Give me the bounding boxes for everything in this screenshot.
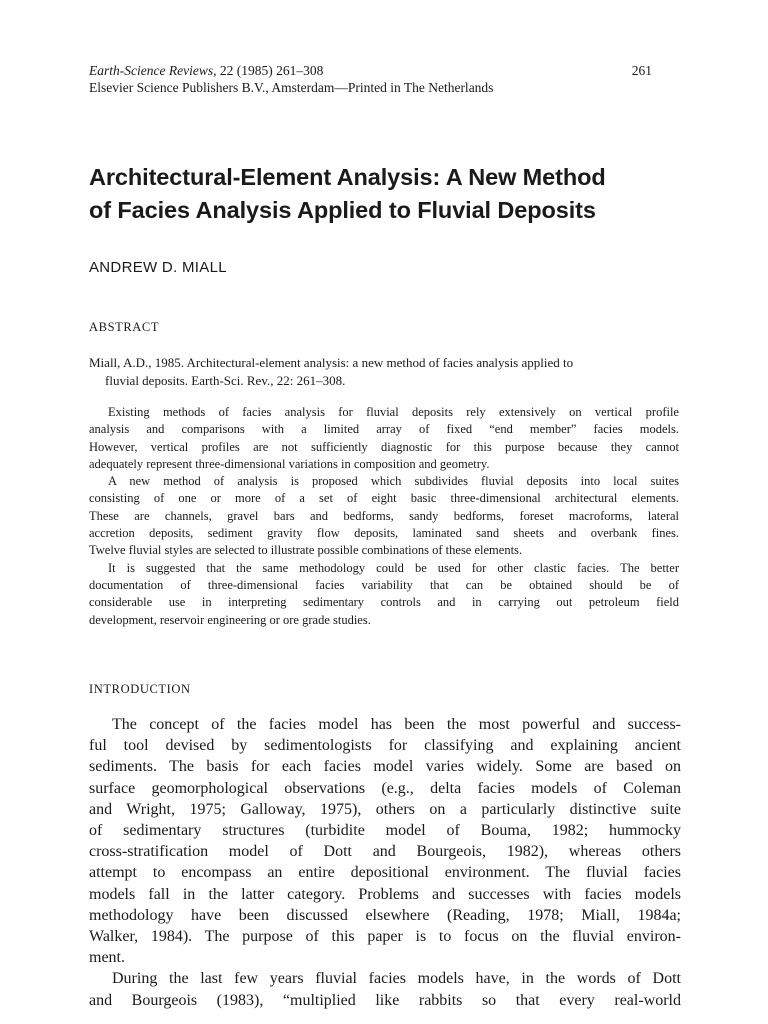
abstract-line: development, reservoir engineering or ore grade studies. <box>89 612 371 627</box>
page-number: 261 <box>631 63 652 78</box>
article-title <box>89 161 709 227</box>
journal-citation <box>89 62 323 80</box>
title-line: Architectural-Element Analysis: A New Method <box>89 164 606 190</box>
abstract-line: consisting of one or more of a set of eight basic three-dimensional architectural elements. <box>89 491 679 506</box>
introduction-heading: INTRODUCTION <box>89 682 191 696</box>
body-line: and Bourgeois (1983), “multiplied like rabbits so that every real-world <box>89 991 681 1009</box>
title-line: of Facies Analysis Applied to Fluvial Deposits <box>89 197 596 223</box>
body-line: ment. <box>89 949 125 967</box>
abstract-heading: ABSTRACT <box>89 320 160 334</box>
abstract-line: documentation of three-dimensional facies variability that can be obtained should be of <box>89 577 679 592</box>
body-line: cross-stratification model of Dott and Bourgeois, 1982), whereas others <box>89 843 681 861</box>
body-line: and Wright, 1975; Galloway, 1975), others on a particularly distinctive suite <box>89 800 681 818</box>
abstract-line: However, vertical profiles are not sufficiently diagnostic for this purpose because they cannot <box>89 439 679 454</box>
abstract-body <box>89 404 679 629</box>
citation-line: Miall, A.D., 1985. Architectural-element analysis: a new method of facies analysis applied to <box>89 355 574 370</box>
body-line: surface geomorphological observations (e.g., delta facies models of Coleman <box>89 779 681 797</box>
author-name: ANDREW D. MIALL <box>89 259 227 276</box>
body-line: sediments. The basis for each facies model varies widely. Some are based on <box>89 758 681 776</box>
body-line: attempt to encompass an entire depositional environment. The fluvial facies <box>89 864 681 882</box>
abstract-line: accretion deposits, sediment gravity flow deposits, laminated sand sheets and overbank fines. <box>89 526 679 541</box>
introduction-body <box>89 714 681 1011</box>
body-line: of sedimentary structures (turbidite model of Bouma, 1982; hummocky <box>89 822 681 840</box>
publisher-line: Elsevier Science Publishers B.V., Amsterdam—Printed in The Netherlands <box>89 80 494 95</box>
abstract-line: adequately represent three-dimensional variations in composition and geometry. <box>89 456 490 471</box>
abstract-citation <box>89 354 679 390</box>
abstract-line: A new method of analysis is proposed which subdivides fluvial deposits into local suites <box>108 474 679 489</box>
abstract-line: considerable use in interpreting sedimentary controls and in carrying out petroleum field <box>89 595 679 610</box>
body-line: models fall in the latter category. Problems and successes with facies models <box>89 885 681 903</box>
body-line: The concept of the facies model has been the most powerful and success- <box>112 716 681 733</box>
body-line: ful tool devised by sedimentologists for classifying and explaining ancient <box>89 737 681 755</box>
citation-line: fluvial deposits. Earth-Sci. Rev., 22: 261–308. <box>105 373 346 388</box>
body-line: Walker, 1984). The purpose of this paper is to focus on the fluvial environ- <box>89 928 681 946</box>
body-line: methodology have been discussed elsewhere (Reading, 1978; Miall, 1984a; <box>89 906 681 924</box>
abstract-line: Existing methods of facies analysis for fluvial deposits rely extensively on vertical profile <box>108 405 679 419</box>
body-line: During the last few years fluvial facies models have, in the words of Dott <box>112 970 681 988</box>
abstract-line: Twelve fluvial styles are selected to illustrate possible combinations of these elements. <box>89 543 523 558</box>
journal-volume: 22 (1985) 261–308 <box>216 63 324 78</box>
abstract-line: analysis and comparisons with a limited array of fixed “end member” facies models. <box>89 422 679 437</box>
abstract-line: It is suggested that the same methodology could be used for other clastic facies. The better <box>108 560 679 575</box>
abstract-line: These are channels, gravel bars and bedforms, sandy bedforms, foreset macroforms, lateral <box>89 508 679 523</box>
journal-name: Earth-Science Reviews, <box>89 63 217 78</box>
